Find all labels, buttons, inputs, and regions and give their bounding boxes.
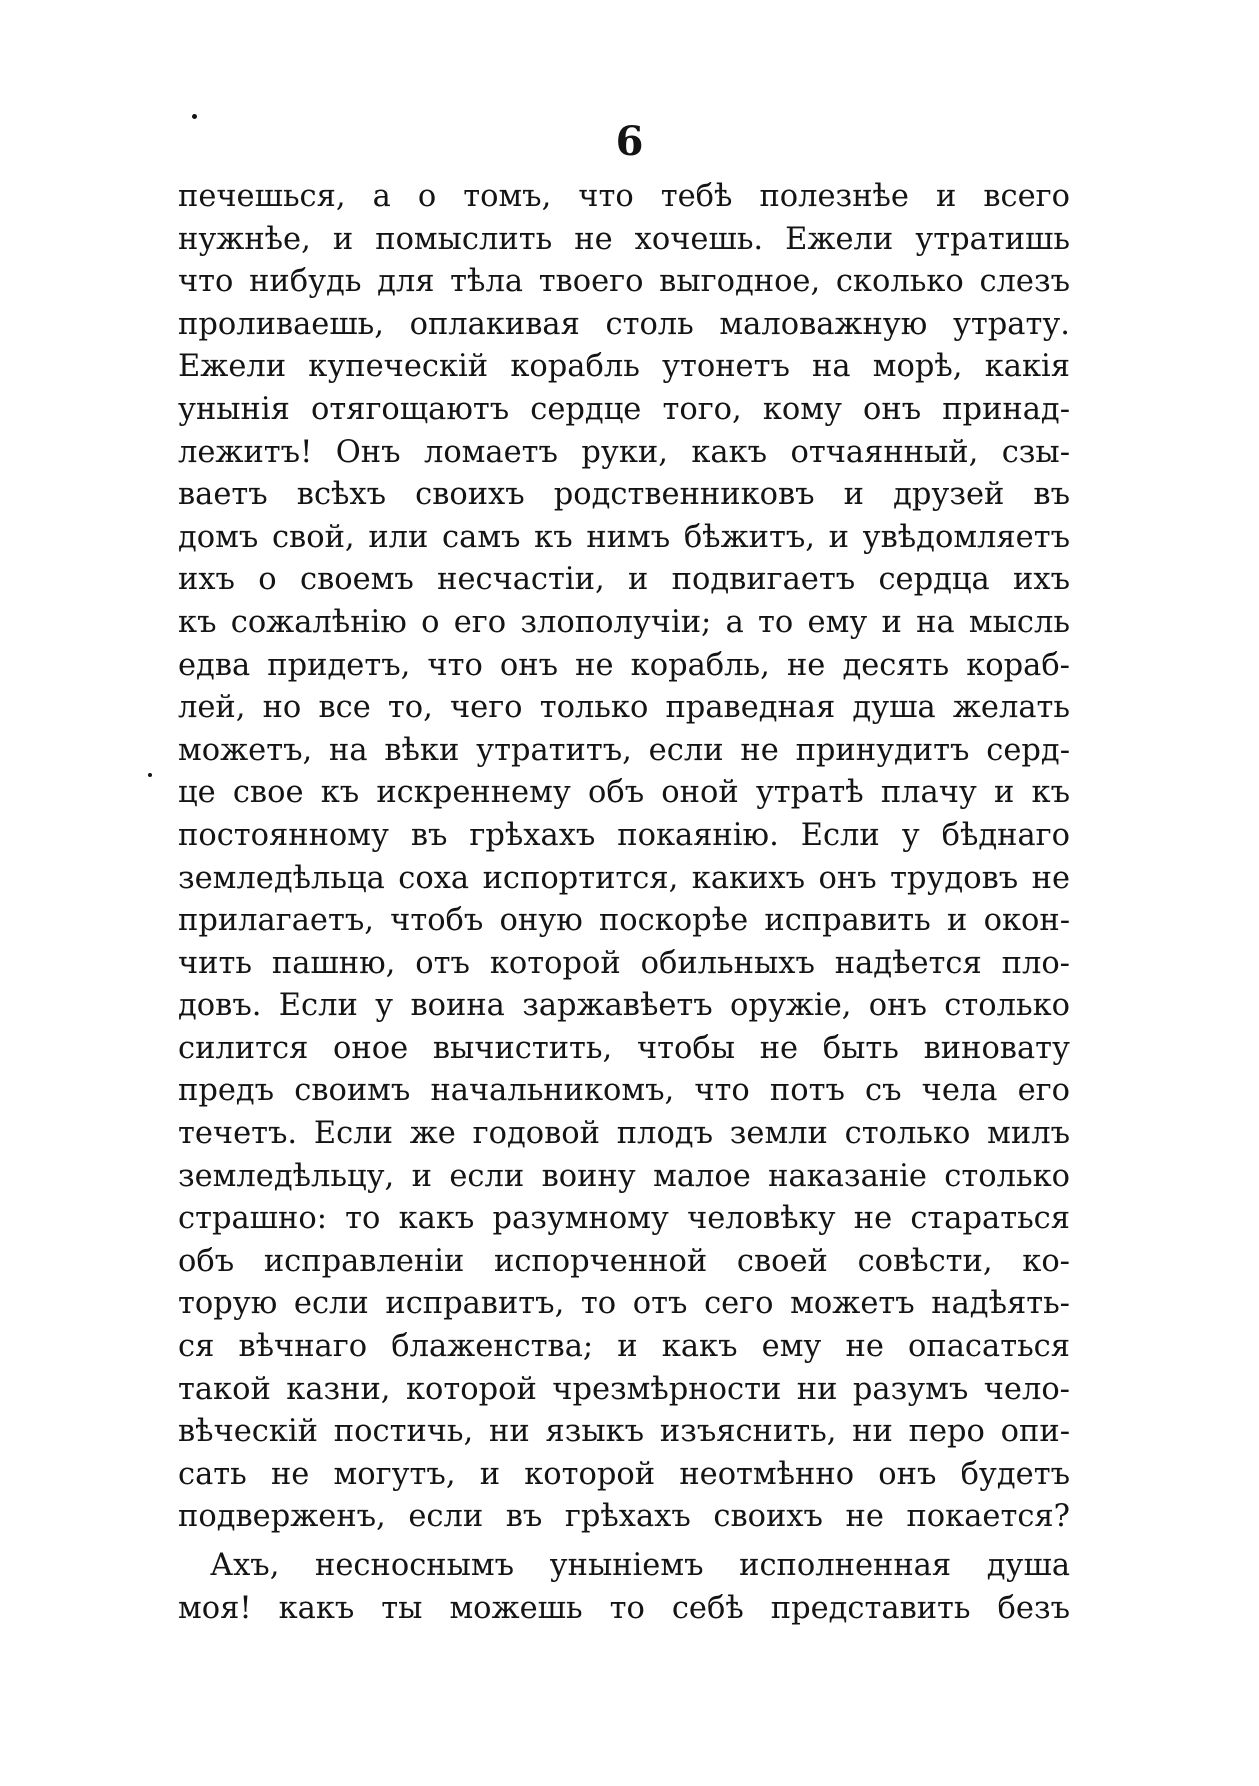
text-line: можетъ, на вѣки утратитъ, если не принудитъ серд- xyxy=(178,732,1070,768)
text-line: торую если исправитъ, то отъ сего можетъ надѣять- xyxy=(178,1286,1070,1322)
paragraph xyxy=(178,176,1070,1539)
text-line: сать не могутъ, и которой неотмѣнно онъ будетъ xyxy=(178,1456,1070,1492)
text-line: течетъ. Если же годовой плодъ земли столько милъ xyxy=(178,1116,1070,1152)
text-line: такой казни, которой чрезмѣрности ни разумъ чело- xyxy=(178,1371,1070,1407)
text-line: чить пашню, отъ которой обильныхъ надѣется пло- xyxy=(178,945,1070,981)
text-line: печешься, а о томъ, что тебѣ полезнѣе и всего xyxy=(178,179,1070,214)
text-line: подверженъ, если въ грѣхахъ своихъ не покается? xyxy=(178,1499,1070,1535)
ink-speck xyxy=(148,773,152,777)
paragraph xyxy=(178,1545,1070,1630)
text-line: объ исправленіи испорченной своей совѣсти, ко- xyxy=(178,1243,1070,1279)
text-body xyxy=(178,176,1070,1630)
text-line: це свое къ искреннему объ оной утратѣ плачу и къ xyxy=(178,775,1070,811)
text-line: ихъ о своемъ несчастіи, и подвигаетъ сердца ихъ xyxy=(178,562,1070,598)
text-line: силится оное вычистить, чтобы не быть виновату xyxy=(178,1030,1070,1066)
text-line: унынія отягощаютъ сердце того, кому онъ принад- xyxy=(178,391,1070,427)
text-line: прилагаетъ, чтобъ оную поскорѣе исправить и окон- xyxy=(178,903,1070,939)
text-line: проливаешь, оплакивая столь маловажную утрату. xyxy=(178,306,1070,342)
text-line: постоянному въ грѣхахъ покаянію. Если у бѣднаго xyxy=(178,817,1070,853)
text-line: Ежели купеческій корабль утонетъ на морѣ, какія xyxy=(178,349,1070,385)
text-line: ся вѣчнаго блаженства; и какъ ему не опасаться xyxy=(178,1329,1070,1365)
text-line: домъ свой, или самъ къ нимъ бѣжитъ, и увѣдомляетъ xyxy=(178,519,1070,555)
text-line: нужнѣе, и помыслить не хочешь. Ежели утратишь xyxy=(178,221,1070,257)
text-line: лей, но все то, чего только праведная душа желать xyxy=(178,690,1070,726)
text-line: Ахъ, несноснымъ уныніемъ исполненная душа xyxy=(210,1548,1070,1583)
text-line: къ сожалѣнію о его злополучіи; а то ему и на мысль xyxy=(178,604,1070,640)
text-line: земледѣльца соха испортится, какихъ онъ трудовъ не xyxy=(178,860,1070,896)
text-line: земледѣльцу, и если воину малое наказаніе столько xyxy=(178,1158,1070,1194)
text-line: ваетъ всѣхъ своихъ родственниковъ и друзей въ xyxy=(178,477,1070,513)
text-line: едва придетъ, что онъ не корабль, не десять кораб- xyxy=(178,647,1070,683)
text-line: страшно: то какъ разумному человѣку не стараться xyxy=(178,1201,1070,1237)
text-line: что нибудь для тѣла твоего выгодное, сколько слезъ xyxy=(178,264,1070,300)
text-line: вѣческій постичь, ни языкъ изъяснить, ни перо опи- xyxy=(178,1414,1070,1450)
text-line: моя! какъ ты можешь то себѣ представить безъ xyxy=(178,1590,1070,1626)
text-line: довъ. Если у воина заржавѣетъ оружіе, онъ столько xyxy=(178,988,1070,1024)
page-number: 6 xyxy=(615,118,644,165)
text-line: лежитъ! Онъ ломаетъ руки, какъ отчаянный, сзы- xyxy=(178,434,1070,470)
text-line: предъ своимъ начальникомъ, что потъ съ чела его xyxy=(178,1073,1070,1109)
